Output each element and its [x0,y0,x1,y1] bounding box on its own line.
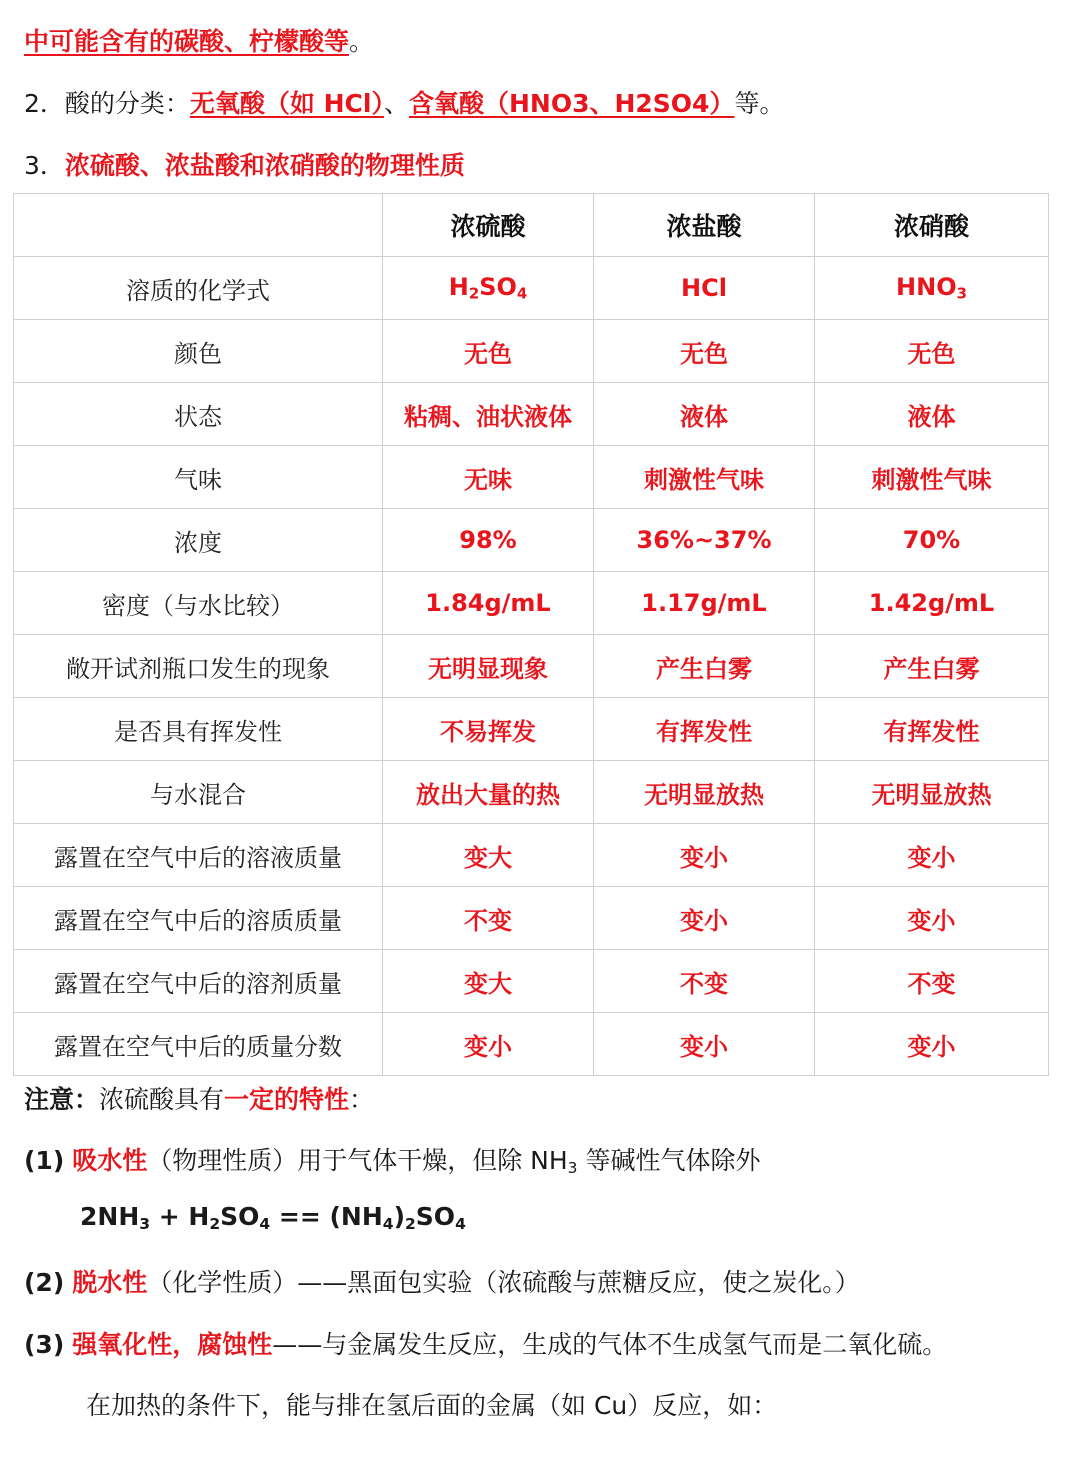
table-row [14,698,1049,761]
section-3-title: 浓硫酸、浓盐酸和浓硝酸的物理性质 [64,151,465,180]
formula-part: SO [479,273,517,302]
value-cell: 36%~37% [594,509,815,572]
point-number: (2) [24,1268,65,1297]
row-label: 气味 [14,446,383,509]
table-row [14,320,1049,383]
row-label: 露置在空气中后的溶剂质量 [14,950,383,1013]
table-row [14,257,1049,320]
header-cell [14,194,383,257]
point-number: (1) [24,1146,65,1175]
value-cell: 有挥发性 [815,698,1049,761]
formula-sub: 2 [468,284,480,303]
eq-part: ) [393,1202,405,1231]
value-cell: 不易挥发 [383,698,594,761]
table-row [14,635,1049,698]
header-cell: 浓盐酸 [594,194,815,257]
table-row [14,383,1049,446]
classification-end: 等。 [734,89,785,118]
note-line [24,1080,374,1116]
value-cell: 1.17g/mL [594,572,815,635]
formula-hcl: HCl [594,257,815,320]
table-row [14,1013,1049,1076]
acid-classification-line [24,84,784,120]
intro-line-1 [24,22,374,58]
acid-properties-table [13,193,1049,1076]
row-label: 溶质的化学式 [14,257,383,320]
value-cell: 无色 [815,320,1049,383]
eq-part: == (NH [270,1202,383,1231]
row-label: 与水混合 [14,761,383,824]
value-cell: 液体 [594,383,815,446]
point-1 [24,1141,761,1177]
value-cell: 无明显放热 [594,761,815,824]
table-row [14,887,1049,950]
value-cell: 变小 [594,887,815,950]
value-cell: 不变 [594,950,815,1013]
eq-part: 2NH [80,1202,140,1231]
point-keyword: 强氧化性，腐蚀性 [72,1330,273,1359]
row-label: 敞开试剂瓶口发生的现象 [14,635,383,698]
row-label: 露置在空气中后的溶液质量 [14,824,383,887]
row-label: 是否具有挥发性 [14,698,383,761]
table-row [14,509,1049,572]
eq-part: SO [415,1202,456,1231]
table-row [14,824,1049,887]
classification-sep: 、 [383,89,409,118]
value-cell: 变小 [815,887,1049,950]
eq-sub: 4 [382,1214,394,1233]
row-label: 浓度 [14,509,383,572]
eq-part: SO [220,1202,260,1231]
point-text: （物理性质）用于气体干燥，但除 NH [147,1146,568,1175]
point-number: (3) [24,1330,65,1359]
value-cell: 无色 [383,320,594,383]
formula-part: HNO [896,273,957,302]
value-cell: 无明显现象 [383,635,594,698]
formula-sub: 3 [567,1158,578,1177]
table-row [14,950,1049,1013]
value-cell: 产生白雾 [594,635,815,698]
section-3-number: 3． [24,151,65,180]
note-highlight: 一定的特性 [224,1085,350,1114]
value-cell: 无味 [383,446,594,509]
note-label: 注意： [24,1085,100,1114]
formula-sub: 3 [956,284,967,303]
value-cell: 无色 [594,320,815,383]
value-cell: 刺激性气味 [815,446,1049,509]
point-keyword: 脱水性 [72,1268,148,1297]
value-cell: 无明显放热 [815,761,1049,824]
value-cell: 有挥发性 [594,698,815,761]
oxygen-free-acid: 无氧酸（如 HCl） [189,89,384,118]
formula-hno3 [815,257,1049,320]
header-cell: 浓硫酸 [383,194,594,257]
value-cell: 产生白雾 [815,635,1049,698]
point-3 [24,1325,947,1361]
intro-period: 。 [349,27,375,56]
eq-sub: 3 [139,1214,151,1233]
header-cell: 浓硝酸 [815,194,1049,257]
value-cell: 变小 [815,824,1049,887]
point-3-detail [86,1386,777,1422]
value-cell: 液体 [815,383,1049,446]
note-end: ： [349,1085,375,1114]
eq-part: + H [150,1202,210,1231]
value-cell: 不变 [383,887,594,950]
classification-prefix: 2．酸的分类： [24,89,190,118]
point-text: （化学性质）——黑面包实验（浓硫酸与蔗糖反应，使之炭化。） [147,1268,860,1297]
eq-sub: 2 [405,1214,416,1233]
intro-acids-text: 中可能含有的碳酸、柠檬酸等 [24,27,350,56]
value-cell: 刺激性气味 [594,446,815,509]
value-cell: 70% [815,509,1049,572]
value-cell: 粘稠、油状液体 [383,383,594,446]
row-label: 露置在空气中后的质量分数 [14,1013,383,1076]
value-cell: 变小 [815,1013,1049,1076]
value-cell: 变小 [594,824,815,887]
point-2 [24,1263,860,1299]
formula-sub: 4 [516,284,528,303]
value-cell: 不变 [815,950,1049,1013]
point-keyword: 吸水性 [72,1146,148,1175]
section-3-heading [24,146,465,182]
value-cell: 98% [383,509,594,572]
eq-sub: 4 [259,1214,271,1233]
note-text: 浓硫酸具有 [99,1085,225,1114]
formula-h2so4 [383,257,594,320]
table-header-row [14,194,1049,257]
value-cell: 变大 [383,824,594,887]
row-label: 露置在空气中后的溶质质量 [14,887,383,950]
value-cell: 变小 [383,1013,594,1076]
row-label: 密度（与水比较） [14,572,383,635]
value-cell: 1.42g/mL [815,572,1049,635]
value-cell: 变小 [594,1013,815,1076]
point-text: ——与金属发生反应，生成的气体不生成氢气而是二氧化硫。 [272,1330,948,1359]
oxygen-acid: 含氧酸（HNO3、H2SO4） [408,89,735,118]
table-row [14,572,1049,635]
reaction-equation [80,1202,466,1233]
value-cell: 放出大量的热 [383,761,594,824]
eq-sub: 2 [209,1214,221,1233]
table-row [14,446,1049,509]
value-cell: 变大 [383,950,594,1013]
eq-sub: 4 [455,1214,466,1233]
value-cell: 1.84g/mL [383,572,594,635]
row-label: 颜色 [14,320,383,383]
formula-part: H [448,273,469,302]
point-text: 在加热的条件下，能与排在氢后面的金属（如 Cu）反应，如： [86,1391,778,1420]
row-label: 状态 [14,383,383,446]
table-row [14,761,1049,824]
point-text: 等碱性气体除外 [577,1146,761,1175]
